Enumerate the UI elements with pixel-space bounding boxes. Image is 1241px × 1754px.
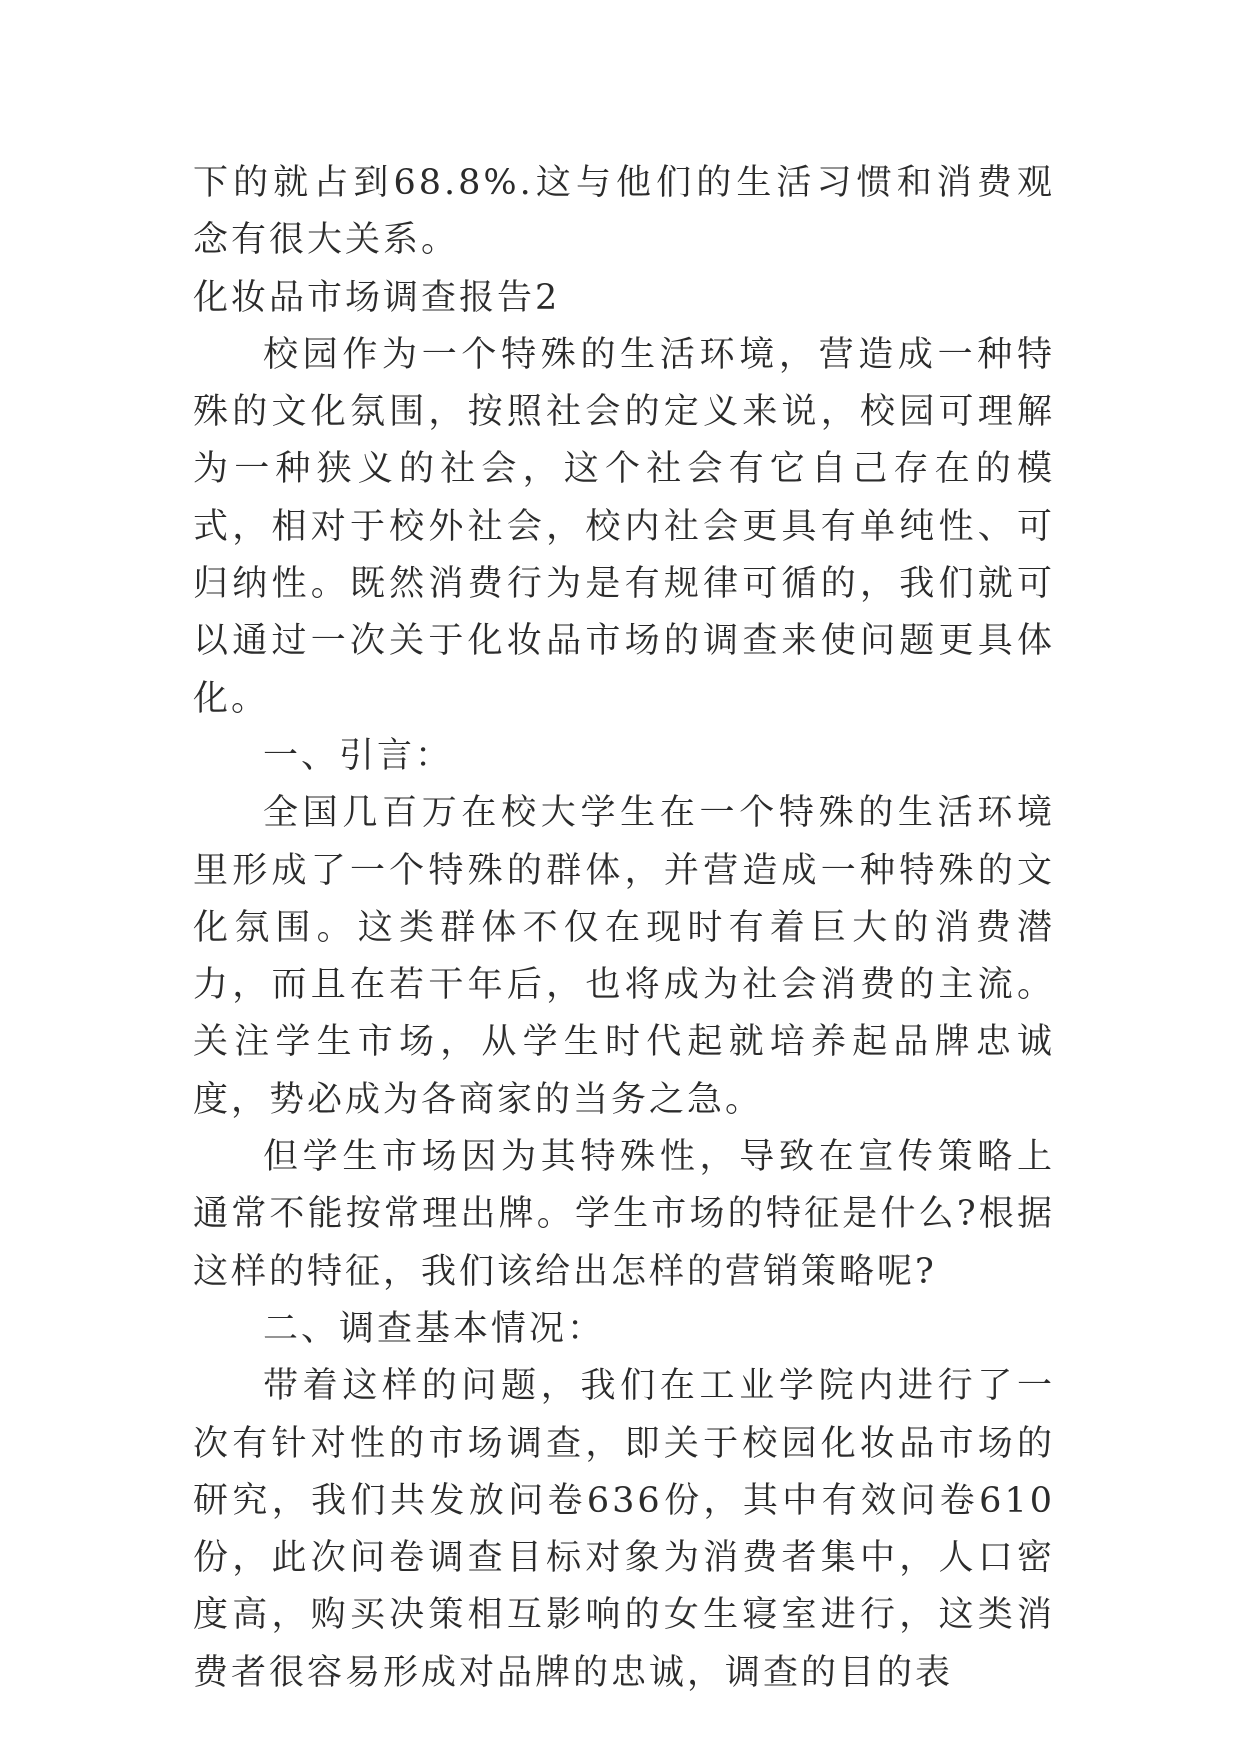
carryover-paragraph: 下的就占到68.8%.这与他们的生活习惯和消费观念有很大关系。 [193,163,1055,261]
section-heading-survey: 二、调查基本情况： [263,1308,606,1349]
paragraph-strategy: 但学生市场因为其特殊性，导致在宣传策略上通常不能按常理出牌。学生市场的特征是什么?根据这样的特征，我们该给出怎样的营销策略呢? [193,1137,1055,1292]
paragraph-intro: 校园作为一个特殊的生活环境，营造成一种特殊的文化氛围，按照社会的定义来说，校园可理解为一种狭义的社会，这个社会有它自己存在的模式，相对于校外社会，校内社会更具有单纯性、可归纳性。既然消费行为是有规律可循的，我们就可以通过一次关于化妆品市场的调查来使问题更具体化。 [193,334,1055,719]
document-body [193,155,1055,1702]
paragraph-students: 全国几百万在校大学生在一个特殊的生活环境里形成了一个特殊的群体，并营造成一种特殊的文化氛围。这类群体不仅在现时有着巨大的消费潜力，而且在若干年后，也将成为社会消费的主流。关注学生市场，从学生时代起就培养起品牌忠诚度，势必成为各商家的当务之急。 [193,793,1055,1120]
paragraph-survey: 带着这样的问题，我们在工业学院内进行了一次有针对性的市场调查，即关于校园化妆品市场的研究，我们共发放问卷636份，其中有效问卷610份，此次问卷调查目标对象为消费者集中，人口密度高，购买决策相互影响的女生寝室进行，这类消费者很容易形成对品牌的忠诚，调查的目的表 [193,1366,1055,1693]
section-heading-introduction: 一、引言： [263,735,454,776]
report-title: 化妆品市场调查报告2 [193,277,561,318]
